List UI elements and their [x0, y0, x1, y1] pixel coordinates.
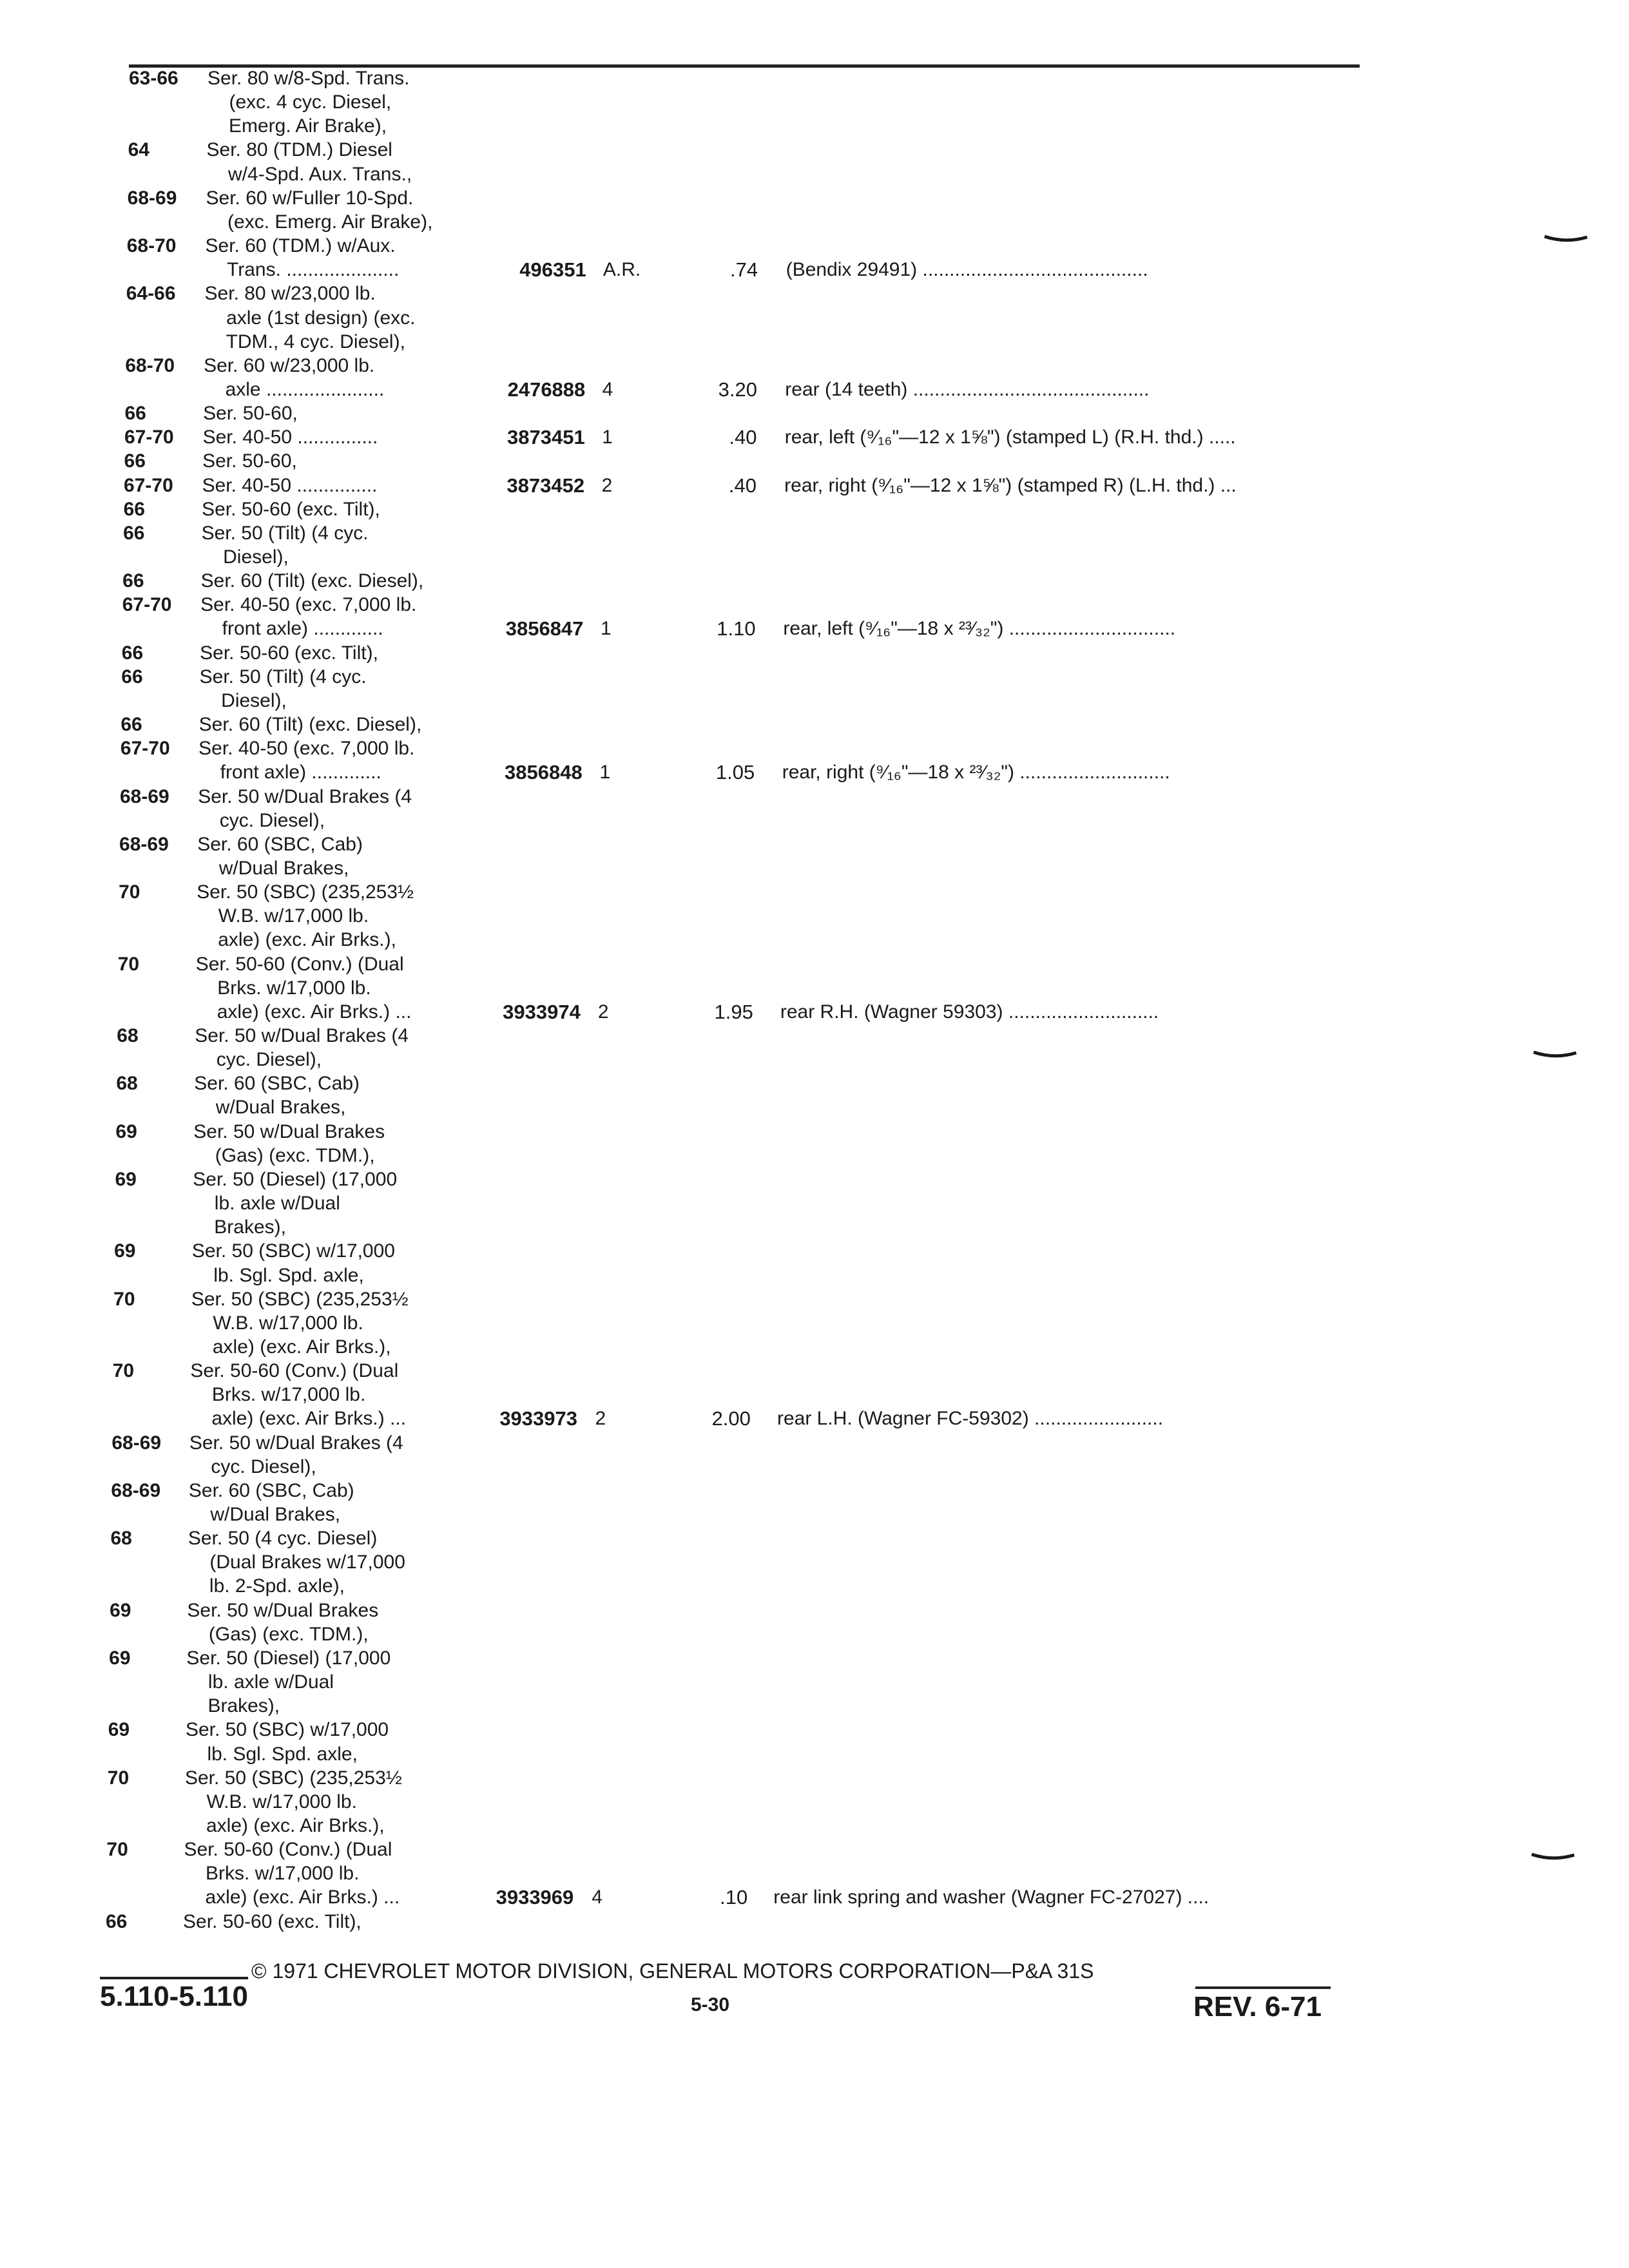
application-text: Brakes), [214, 1216, 286, 1238]
application-text: Ser. 50 (SBC) (235,253½ [184, 1767, 402, 1789]
price: 1.10 [717, 617, 756, 640]
application-text: w/Dual Brakes, [215, 1097, 346, 1119]
application-text: Brks. w/17,000 lb. [205, 1863, 360, 1885]
application-text: Ser. 80 w/23,000 lb. [204, 283, 376, 305]
application-text: Ser. 50 (Diesel) (17,000 [193, 1168, 398, 1190]
application-text: Ser. 50-60 (Conv.) (Dual [195, 953, 404, 975]
model-year: 68 [116, 1073, 138, 1095]
application-text: Brks. w/17,000 lb. [217, 977, 371, 999]
application-text: lb. Sgl. Spd. axle, [207, 1743, 358, 1765]
model-year: 70 [113, 1288, 135, 1310]
model-year: 66 [106, 1910, 128, 1932]
quantity: 4 [592, 1887, 602, 1908]
application-text: (exc. Emerg. Air Brake), [227, 211, 433, 233]
part-description: rear (14 teeth) ............................................ [785, 378, 1150, 400]
model-year: 66 [121, 666, 143, 687]
application-text: lb. axle w/Dual [207, 1671, 334, 1693]
model-year: 66 [124, 450, 146, 472]
application-text: Ser. 50 w/Dual Brakes (4 [198, 785, 412, 807]
model-year: 68 [110, 1528, 132, 1550]
application-text: w/Dual Brakes, [210, 1504, 341, 1525]
application-text: lb. 2-Spd. axle), [209, 1575, 345, 1597]
application-text: lb. Sgl. Spd. axle, [213, 1264, 364, 1286]
quantity: 1 [601, 618, 612, 640]
application-text: Ser. 40-50 (exc. 7,000 lb. [200, 594, 417, 616]
price: 3.20 [718, 378, 757, 401]
part-number: 3933973 [499, 1407, 577, 1430]
application-text: Ser. 50-60 (Conv.) (Dual [184, 1839, 392, 1861]
application-text: W.B. w/17,000 lb. [213, 1312, 363, 1334]
part-number: 3856847 [505, 617, 584, 640]
binder-tick-mark [1530, 1852, 1576, 1860]
application-text: Ser. 50-60, [202, 450, 297, 472]
model-year: 67-70 [124, 474, 173, 496]
application-text: Ser. 60 (SBC, Cab) [188, 1479, 354, 1501]
quantity: 2 [601, 474, 613, 496]
part-description: rear, right (⁹⁄₁₆"—12 x 1⅝") (stamped R) (L.H. thd.) ... [784, 474, 1237, 496]
application-text: Ser. 50-60 (exc. Tilt), [183, 1910, 361, 1932]
application-text: Ser. 60 w/Fuller 10-Spd. [206, 187, 414, 209]
model-year: 67-70 [124, 427, 174, 448]
application-text: Ser. 50 w/Dual Brakes (4 [195, 1025, 409, 1046]
model-year: 66 [121, 642, 144, 664]
model-year: 69 [115, 1168, 137, 1190]
application-text: Ser. 60 (TDM.) w/Aux. [205, 235, 396, 257]
quantity: 1 [599, 762, 611, 783]
model-year: 70 [117, 953, 140, 975]
application-text: Ser. 60 (SBC, Cab) [194, 1073, 360, 1095]
model-year: 64 [128, 139, 149, 161]
application-text: Ser. 40-50 ............... [202, 474, 378, 496]
application-text: TDM., 4 cyc. Diesel), [226, 331, 405, 352]
footer-rule [1195, 1986, 1331, 1989]
model-year: 66 [124, 403, 146, 425]
application-text: Diesel), [223, 546, 289, 568]
quantity: 2 [597, 1001, 609, 1023]
footer-rule [100, 1977, 248, 1979]
application-text: Ser. 50 (Tilt) (4 cyc. [201, 522, 369, 544]
application-text: Ser. 60 (SBC, Cab) [197, 833, 363, 855]
price: .74 [730, 258, 758, 282]
page-number: 5-30 [691, 1994, 730, 2015]
price: 2.00 [711, 1407, 751, 1430]
model-year: 68-70 [126, 235, 177, 257]
price: .40 [729, 426, 757, 449]
model-year: 67-70 [122, 594, 172, 616]
model-year: 68-70 [125, 354, 175, 376]
model-year: 68-69 [127, 187, 177, 209]
model-year: 66 [123, 522, 145, 544]
application-text: Ser. 50 w/Dual Brakes [187, 1599, 379, 1621]
application-text: Ser. 60 (Tilt) (exc. Diesel), [198, 714, 422, 736]
application-text: Ser. 40-50 ............... [202, 427, 378, 448]
model-year: 69 [114, 1240, 136, 1262]
price: 1.95 [714, 1000, 753, 1023]
application-text: Ser. 50 (SBC) (235,253½ [191, 1288, 409, 1310]
application-text: (exc. 4 cyc. Diesel, [229, 91, 392, 113]
section-number: 5.110-5.110 [100, 1981, 249, 2012]
quantity: A.R. [602, 259, 641, 281]
model-year: 69 [110, 1599, 131, 1621]
binder-tick-mark [1532, 1050, 1577, 1058]
part-number: 3873452 [506, 474, 585, 497]
application-text: axle) (exc. Air Brks.), [212, 1336, 391, 1358]
application-text: Ser. 50 w/Dual Brakes [193, 1120, 385, 1142]
part-description: (Bendix 29491) .......................................... [786, 259, 1148, 281]
quantity: 1 [602, 427, 613, 448]
model-year: 69 [115, 1120, 137, 1142]
application-text: W.B. w/17,000 lb. [218, 905, 369, 927]
application-text: w/4-Spd. Aux. Trans., [228, 163, 412, 185]
application-text: Ser. 80 w/8-Spd. Trans. [207, 68, 410, 89]
part-description: rear, right (⁹⁄₁₆"—18 x ²³⁄₃₂") ............................ [782, 762, 1170, 783]
model-year: 68-69 [111, 1479, 161, 1501]
model-year: 68 [117, 1025, 139, 1046]
part-number: 3933974 [503, 1000, 581, 1023]
part-description: rear link spring and washer (Wagner FC-27027) .... [773, 1887, 1210, 1908]
model-year: 64-66 [126, 283, 176, 305]
application-text: Ser. 50 (SBC) (235,253½ [197, 881, 414, 903]
part-number: 496351 [519, 258, 586, 282]
part-number: 2476888 [507, 378, 586, 401]
part-description: rear, left (⁹⁄₁₆"—12 x 1⅝") (stamped L) (R.H. thd.) ..... [784, 427, 1236, 448]
copyright-line: © 1971 CHEVROLET MOTOR DIVISION, GENERAL MOTORS CORPORATION—P&A 31S [251, 1959, 1094, 1983]
model-year: 70 [106, 1839, 128, 1861]
quantity: 2 [595, 1408, 606, 1430]
application-text: axle) (exc. Air Brks.) ... [211, 1408, 407, 1430]
model-year: 68-69 [119, 785, 169, 807]
part-description: rear L.H. (Wagner FC-59302) ........................ [777, 1408, 1164, 1430]
application-text: axle (1st design) (exc. [226, 307, 416, 329]
application-text: Ser. 50 w/Dual Brakes (4 [189, 1432, 403, 1454]
model-year: 68-69 [119, 833, 169, 855]
application-text: axle ...................... [225, 378, 385, 400]
application-text: Brakes), [207, 1695, 280, 1717]
model-year: 67-70 [120, 738, 170, 760]
model-year: 68-69 [111, 1432, 162, 1454]
part-number: 3856848 [505, 761, 583, 784]
application-text: (Dual Brakes w/17,000 [209, 1552, 405, 1573]
application-text: W.B. w/17,000 lb. [206, 1791, 357, 1812]
application-text: front axle) ............. [220, 762, 381, 783]
application-text: Ser. 50 (Tilt) (4 cyc. [199, 666, 367, 687]
application-text: w/Dual Brakes, [218, 857, 349, 879]
application-text: Ser. 40-50 (exc. 7,000 lb. [198, 738, 415, 760]
application-text: axle) (exc. Air Brks.), [218, 929, 396, 951]
price: .10 [720, 1886, 748, 1909]
price: 1.05 [715, 761, 755, 784]
model-year: 66 [120, 714, 142, 736]
application-text: Ser. 60 (Tilt) (exc. Diesel), [200, 570, 424, 592]
application-text: Ser. 50 (SBC) w/17,000 [185, 1719, 389, 1741]
model-year: 70 [107, 1767, 130, 1789]
part-description: rear R.H. (Wagner 59303) ............................ [780, 1001, 1159, 1023]
application-text: cyc. Diesel), [216, 1049, 322, 1071]
part-number: 3933969 [496, 1886, 574, 1909]
application-text: cyc. Diesel), [211, 1456, 316, 1477]
application-text: axle) (exc. Air Brks.) ... [217, 1001, 412, 1023]
application-text: Brks. w/17,000 lb. [211, 1384, 366, 1406]
application-text: axle) (exc. Air Brks.), [206, 1814, 385, 1836]
application-text: (Gas) (exc. TDM.), [215, 1144, 375, 1166]
application-text: Trans. ..................... [227, 259, 400, 281]
model-year: 66 [122, 570, 144, 592]
application-text: Ser. 50-60 (exc. Tilt), [202, 498, 380, 520]
application-text: Ser. 50 (SBC) w/17,000 [191, 1240, 395, 1262]
binder-tick-mark [1543, 235, 1588, 242]
application-text: lb. axle w/Dual [214, 1193, 340, 1215]
quantity: 4 [602, 378, 613, 400]
application-text: front axle) ............. [222, 618, 383, 640]
application-text: Ser. 60 w/23,000 lb. [204, 354, 375, 376]
application-text: Ser. 50-60 (exc. Tilt), [200, 642, 378, 664]
part-number: 3873451 [507, 426, 585, 449]
application-text: cyc. Diesel), [219, 809, 325, 831]
application-text: axle) (exc. Air Brks.) ... [205, 1887, 400, 1908]
price: .40 [728, 474, 757, 497]
model-year: 70 [112, 1360, 135, 1382]
model-year: 69 [108, 1719, 130, 1741]
part-description: rear, left (⁹⁄₁₆"—18 x ²³⁄₃₂") ............................... [783, 618, 1176, 640]
application-text: Ser. 50 (4 cyc. Diesel) [188, 1528, 378, 1550]
application-text: Ser. 50-60 (Conv.) (Dual [190, 1360, 399, 1382]
application-text: Emerg. Air Brake), [229, 115, 387, 137]
application-text: Diesel), [221, 689, 287, 711]
revision-label: REV. 6-71 [1193, 1991, 1322, 2023]
model-year: 70 [119, 881, 140, 903]
application-text: Ser. 80 (TDM.) Diesel [206, 139, 392, 161]
model-year: 63-66 [129, 68, 178, 89]
application-text: Ser. 50 (Diesel) (17,000 [186, 1647, 391, 1669]
application-text: Ser. 50-60, [203, 403, 298, 425]
application-text: (Gas) (exc. TDM.), [208, 1623, 369, 1645]
model-year: 66 [123, 498, 145, 520]
model-year: 69 [109, 1647, 131, 1669]
